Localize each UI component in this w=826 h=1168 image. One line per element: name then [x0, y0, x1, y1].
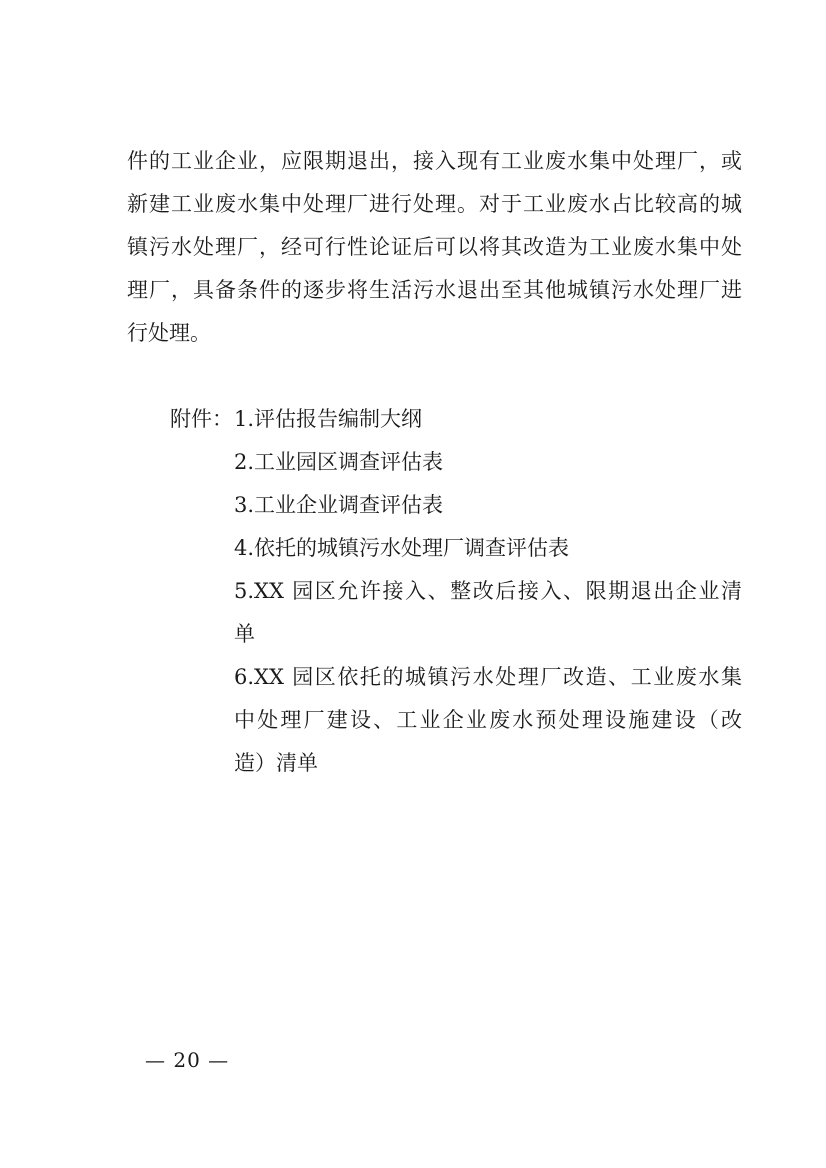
paragraph-line: 行处理。 — [127, 321, 211, 345]
attachment-number: 3. — [234, 493, 255, 517]
attachment-title-line: 工业园区调查评估表 — [254, 450, 444, 474]
paragraph-line: 新建工业废水集中处理厂进行处理。对于工业废水占比较高的城 — [127, 192, 742, 216]
body-paragraph — [127, 140, 742, 355]
attachments-label: 附件： — [170, 407, 233, 431]
attachment-title-line: 工业企业调查评估表 — [254, 493, 444, 517]
attachment-item — [234, 398, 742, 441]
attachment-number: 2. — [234, 450, 255, 474]
attachment-item — [234, 570, 742, 656]
attachment-title — [254, 441, 742, 484]
paragraph-line: 件的工业企业，应限期退出，接入现有工业废水集中处理厂，或 — [127, 149, 742, 173]
attachment-title-line: 依托的城镇污水处理厂调查评估表 — [254, 536, 570, 560]
attachment-item — [234, 484, 742, 527]
attachments-list — [234, 398, 742, 785]
attachment-title-line: 造）清单 — [234, 751, 319, 775]
attachment-number: 6. — [234, 665, 255, 689]
attachment-title — [254, 527, 742, 570]
attachment-title — [234, 656, 742, 785]
paragraph-line: 理厂，具备条件的逐步将生活污水退出至其他城镇污水处理厂进 — [127, 278, 742, 302]
paragraph-line: 镇污水处理厂，经可行性论证后可以将其改造为工业废水集中处 — [127, 235, 742, 259]
attachment-title-line: 中处理厂建设、工业企业废水预处理设施建设（改 — [234, 708, 742, 732]
attachment-number: 5. — [234, 579, 255, 603]
attachment-title-line: XX 园区依托的城镇污水处理厂改造、工业废水集 — [254, 665, 742, 689]
attachment-title — [254, 398, 742, 441]
attachment-item — [234, 527, 742, 570]
page-number: — 20 — — [145, 1048, 230, 1072]
attachment-title-line: 评估报告编制大纲 — [254, 407, 423, 431]
attachment-number: 1. — [234, 407, 255, 431]
attachment-title — [254, 484, 742, 527]
attachment-item — [234, 441, 742, 484]
attachment-title — [234, 570, 742, 656]
attachment-item — [234, 656, 742, 785]
attachment-title-line: 单 — [234, 622, 256, 646]
attachment-number: 4. — [234, 536, 255, 560]
attachment-title-line: XX 园区允许接入、整改后接入、限期退出企业清 — [254, 579, 742, 603]
